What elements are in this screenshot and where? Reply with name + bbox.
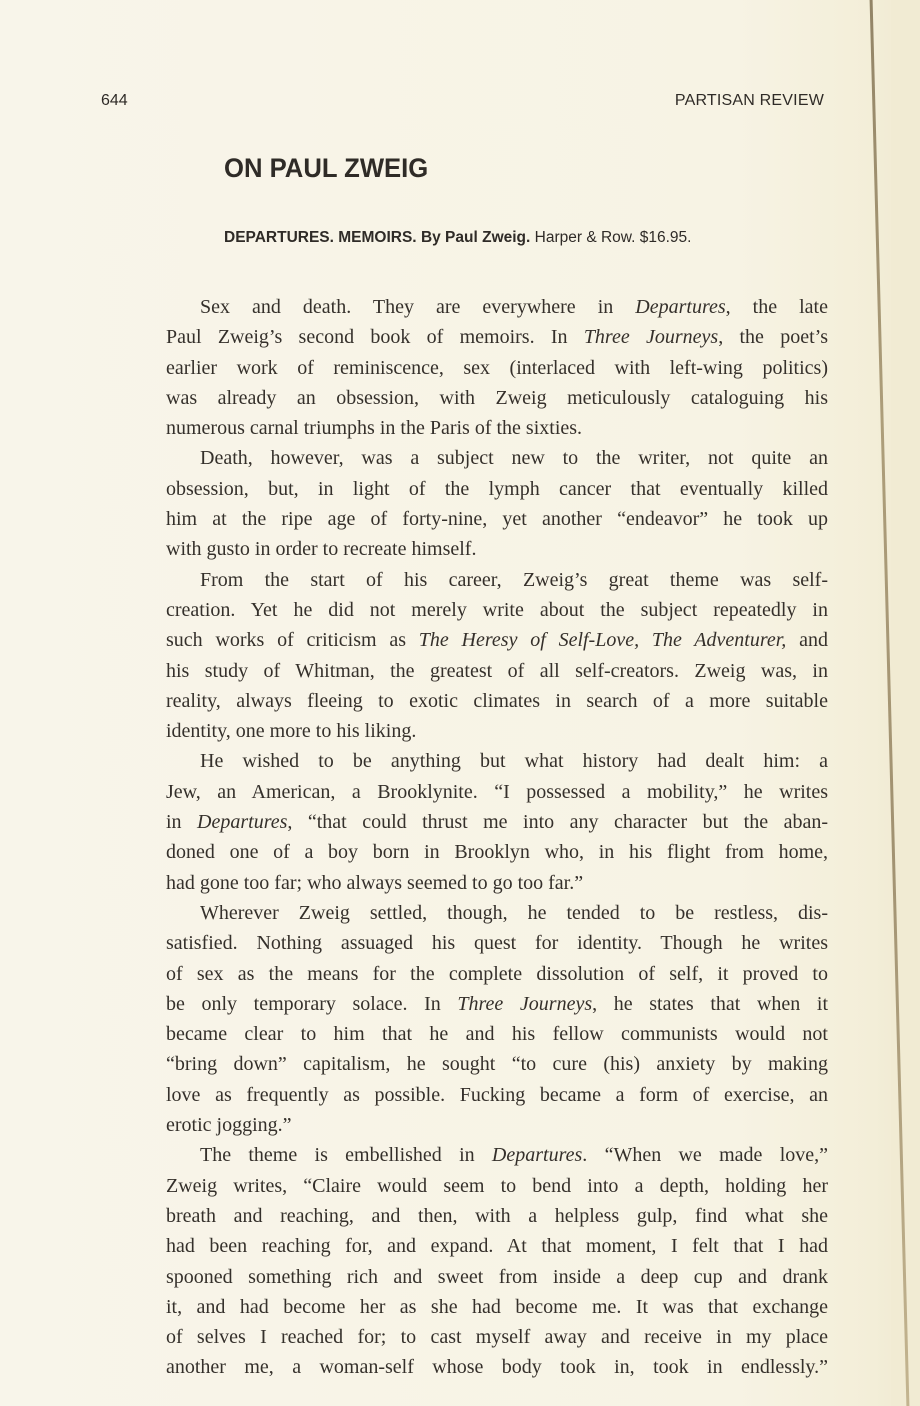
text-segment: , “that could thrust me into any character but the aban- <box>287 811 828 834</box>
text-segment: , the late <box>725 296 828 318</box>
text-segment: doned one of a boy born in Brooklyn who, in his flight from home, <box>166 841 828 864</box>
text-line <box>166 1140 828 1170</box>
text-segment: creation. Yet he did not merely write about the subject repeatedly in <box>166 598 828 621</box>
text-line <box>166 1201 828 1231</box>
text-line <box>166 443 828 473</box>
page-number: 644 <box>101 92 128 109</box>
text-segment: of selves I reached for; to cast myself away and receive in my place <box>166 1326 828 1349</box>
text-segment: of sex as the means for the complete dissolution of self, it proved to <box>166 962 828 985</box>
text-segment: The theme is embellished in <box>200 1144 492 1167</box>
text-segment: , he states that when it <box>592 992 828 1015</box>
text-segment: Death, however, was a subject new to the writer, not quite an <box>200 447 828 470</box>
text-line <box>166 807 828 837</box>
text-segment: erotic jogging.” <box>166 1114 292 1137</box>
article-title: ON PAUL ZWEIG <box>224 153 429 183</box>
text-line <box>166 868 828 898</box>
italic-title-text: Three Journeys <box>583 326 719 349</box>
text-line <box>166 1231 828 1261</box>
text-line <box>166 928 828 958</box>
text-segment: numerous carnal triumphs in the Paris of the sixties. <box>166 417 583 440</box>
text-segment: Jew, an American, a Brooklynite. “I possessed a mobility,” he writes <box>166 780 828 803</box>
book-citation <box>224 229 691 247</box>
text-segment: Paul Zweig’s second book of memoirs. In <box>166 326 584 349</box>
text-segment: Sex and death. They are everywhere in <box>200 296 636 318</box>
text-segment: Zweig writes, “Claire would seem to bend into a depth, holding her <box>166 1174 828 1197</box>
text-line <box>166 595 828 625</box>
text-segment: earlier work of reminiscence, sex (interlaced with left-wing politics) <box>166 356 828 379</box>
text-segment: . “When we made love,” <box>582 1144 829 1167</box>
text-line <box>166 504 828 534</box>
text-segment: was already an obsession, with Zweig meticulously cataloguing his <box>166 386 828 409</box>
italic-title-text: Departures <box>635 296 726 318</box>
text-segment: Wherever Zweig settled, though, he tended to be restless, dis- <box>200 901 828 924</box>
italic-title-text: Departures <box>491 1144 583 1167</box>
text-segment: his study of Whitman, the greatest of all self-creators. Zweig was, in <box>166 659 828 682</box>
text-line <box>166 625 828 655</box>
text-line <box>166 1080 828 1110</box>
text-segment: spooned something rich and sweet from inside a deep cup and drank <box>166 1265 828 1288</box>
text-line <box>166 898 828 928</box>
text-line <box>166 686 828 716</box>
text-segment: became clear to him that he and his fellow communists would not <box>166 1023 828 1046</box>
citation-author: By Paul Zweig. <box>420 229 531 246</box>
text-line <box>166 413 828 443</box>
text-segment: with gusto in order to recreate himself. <box>166 538 477 561</box>
text-line <box>166 383 828 413</box>
text-line <box>166 1049 828 1079</box>
text-line <box>166 716 828 746</box>
text-line <box>166 959 828 989</box>
text-line <box>166 1352 828 1382</box>
text-line <box>166 353 828 383</box>
text-line <box>166 1110 828 1140</box>
text-line <box>166 1262 828 1292</box>
citation-publisher: Harper & Row. $16.95. <box>534 229 692 246</box>
text-line <box>166 837 828 867</box>
article-body <box>166 292 828 1383</box>
adjacent-page-edge <box>891 0 920 1406</box>
text-line <box>166 534 828 564</box>
text-segment: such works of criticism as <box>166 629 419 652</box>
text-segment: had been reaching for, and expand. At that moment, I felt that I had <box>166 1235 828 1258</box>
text-segment: satisfied. Nothing assuaged his quest for identity. Though he writes <box>166 932 828 955</box>
text-line <box>166 746 828 776</box>
text-segment: , the poet’s <box>718 326 828 349</box>
text-line <box>166 565 828 595</box>
text-segment: identity, one more to his liking. <box>166 720 417 743</box>
text-segment: love as frequently as possible. Fucking became a form of exercise, an <box>166 1083 828 1106</box>
text-segment: From the start of his career, Zweig’s great theme was self- <box>200 568 828 591</box>
text-segment: another me, a woman-self whose body took in, took in endlessly.” <box>166 1356 828 1379</box>
text-segment: him at the ripe age of forty-nine, yet another “endeavor” he took up <box>166 508 828 531</box>
italic-title-text: Departures <box>197 811 288 834</box>
text-segment: He wished to be anything but what history had dealt him: a <box>200 750 828 773</box>
running-header-journal: PARTISAN REVIEW <box>674 92 824 109</box>
text-segment: obsession, but, in light of the lymph cancer that eventually killed <box>166 477 828 500</box>
text-line <box>166 474 828 504</box>
citation-book: DEPARTURES. MEMOIRS. <box>224 229 417 246</box>
text-segment: be only temporary solace. In <box>166 992 458 1015</box>
text-line <box>166 1322 828 1352</box>
text-line <box>166 322 828 352</box>
italic-title-text: The Heresy of Self-Love, The Adventurer, <box>418 629 787 652</box>
text-segment: reality, always fleeing to exotic climates in search of a more suitable <box>166 689 828 712</box>
italic-title-text: Three Journeys <box>457 992 593 1015</box>
text-line <box>166 656 828 686</box>
text-segment: it, and had become her as she had become me. It was that exchange <box>166 1295 828 1318</box>
text-segment: and <box>786 629 828 652</box>
text-line <box>166 1171 828 1201</box>
text-segment: “bring down” capitalism, he sought “to cure (his) anxiety by making <box>166 1053 828 1076</box>
text-line <box>166 1292 828 1322</box>
text-line <box>166 777 828 807</box>
text-line <box>166 989 828 1019</box>
text-segment: in <box>166 811 198 834</box>
text-line <box>166 1019 828 1049</box>
text-segment: breath and reaching, and then, with a helpless gulp, find what she <box>166 1204 828 1227</box>
text-line <box>166 292 828 322</box>
text-segment: had gone too far; who always seemed to go too far.” <box>166 871 584 894</box>
